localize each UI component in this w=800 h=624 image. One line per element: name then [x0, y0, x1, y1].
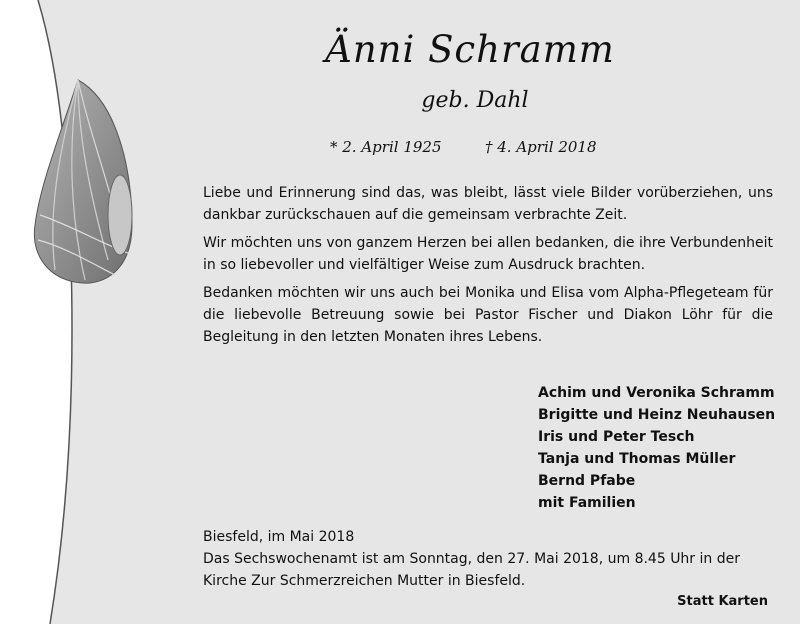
- place-date: Biesfeld, im Mai 2018: [203, 529, 355, 545]
- notice-footer: [203, 526, 773, 592]
- paragraph: Wir möchten uns von ganzem Herzen bei allen bedanken, die ihre Verbundenheit in so liebevoller und vielfältiger Weise zum Ausdruck brachten.: [203, 235, 773, 273]
- signer: Achim und Veronika Schramm: [538, 385, 775, 401]
- statt-karten: Statt Karten: [677, 594, 768, 609]
- paragraph: Bedanken möchten wir uns auch bei Monika und Elisa vom Alpha-Pflegeteam für die liebevolle Betreuung sowie bei Pastor Fischer und Diakon Löhr für die Begleitung in den letzten Monaten ihres Lebens.: [203, 285, 773, 345]
- death-date: † 4. April 2018: [485, 138, 597, 156]
- signer: mit Familien: [538, 495, 636, 511]
- paragraph: Liebe und Erinnerung sind das, was bleibt, lässt viele Bilder vorüberziehen, uns dankbar zurückschauen auf die gemeinsam verbrachte Zeit.: [203, 185, 773, 223]
- service-info-line: Kirche Zur Schmerzreichen Mutter in Biesfeld.: [203, 573, 526, 589]
- deceased-name: Änni Schramm: [325, 28, 615, 71]
- signer: Iris und Peter Tesch: [538, 429, 695, 445]
- signer: Tanja und Thomas Müller: [538, 451, 736, 467]
- signer: Bernd Pfabe: [538, 473, 636, 489]
- signer: Brigitte und Heinz Neuhausen: [538, 407, 776, 423]
- signers-list: [538, 382, 775, 514]
- maiden-name: geb. Dahl: [421, 88, 529, 113]
- service-info-line: Das Sechswochenamt ist am Sonntag, den 27. Mai 2018, um 8.45 Uhr in der: [203, 551, 740, 567]
- birth-date: * 2. April 1925: [330, 138, 442, 156]
- butterfly-icon: [20, 75, 140, 295]
- notice-body: [203, 182, 773, 354]
- life-dates: [330, 138, 630, 156]
